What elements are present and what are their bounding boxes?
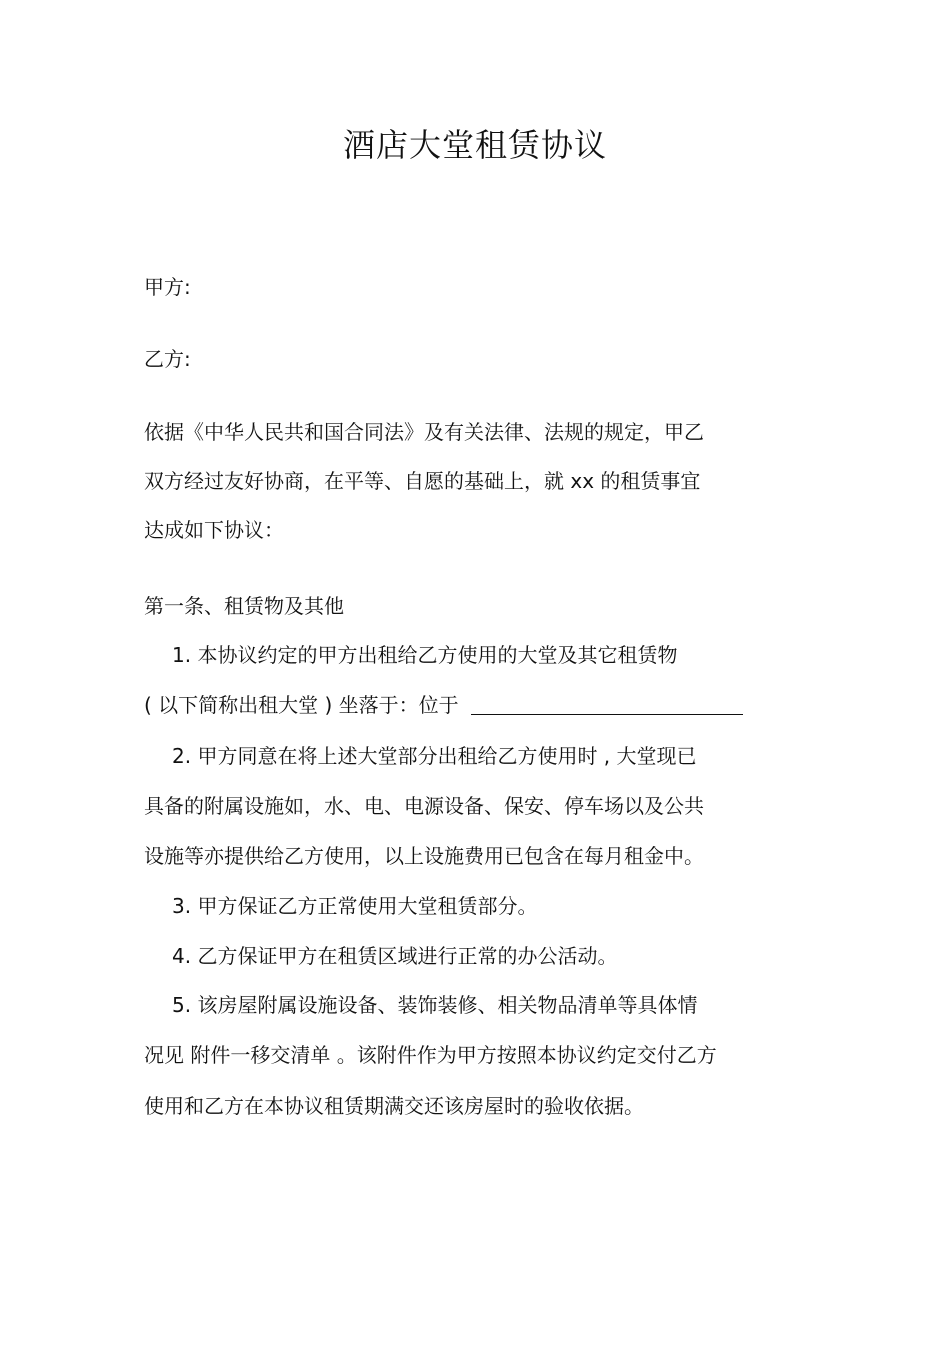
preamble-line-3: 达成如下协议：: [144, 518, 284, 542]
item-2-line-3: 设施等亦提供给乙方使用，以上设施费用已包含在每月租金中。: [144, 844, 704, 868]
item-5-line-2: 况见 附件一移交清单 。该附件作为甲方按照本协议约定交付乙方: [144, 1043, 717, 1067]
location-blank-line: [471, 694, 743, 715]
article-1-heading: 第一条、租赁物及其他: [144, 594, 344, 618]
preamble-line-2: 双方经过友好协商，在平等、自愿的基础上，就 xx 的租赁事宜: [144, 469, 701, 493]
party-a-label: 甲方:: [144, 275, 191, 299]
item-4-line: 4. 乙方保证甲方在租赁区域进行正常的办公活动。: [172, 944, 618, 968]
item-1-line-2: [144, 692, 743, 718]
preamble-line-1: 依据《中华人民共和国合同法》及有关法律、法规的规定，甲乙: [144, 420, 704, 444]
item-1-line-1: 1. 本协议约定的甲方出租给乙方使用的大堂及其它租赁物: [172, 643, 678, 667]
item-2-line-2: 具备的附属设施如，水、电、电源设备、保安、停车场以及公共: [144, 794, 704, 818]
document-title: 酒店大堂租赁协议: [342, 126, 607, 164]
item-5-line-3: 使用和乙方在本协议租赁期满交还该房屋时的验收依据。: [144, 1094, 644, 1118]
item-1-location-text: ( 以下简称出租大堂 ) 坐落于：位于: [144, 693, 459, 717]
item-5-line-1: 5. 该房屋附属设施设备、装饰装修、相关物品清单等具体情: [172, 993, 698, 1017]
item-2-line-1: 2. 甲方同意在将上述大堂部分出租给乙方使用时 , 大堂现已: [172, 744, 697, 768]
party-b-label: 乙方:: [144, 347, 191, 371]
item-3-line: 3. 甲方保证乙方正常使用大堂租赁部分。: [172, 894, 538, 918]
